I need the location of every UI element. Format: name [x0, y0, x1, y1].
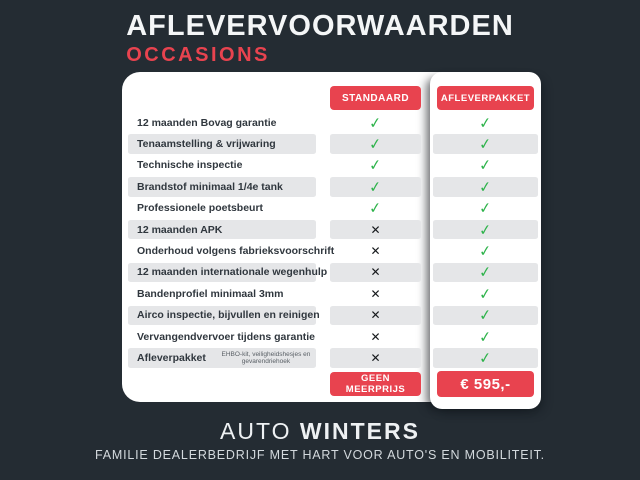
- dealer-brand: [0, 418, 640, 445]
- table-row: [330, 176, 421, 197]
- table-row-label: [128, 133, 316, 154]
- row-label: Brandstof minimaal 1/4e tank: [137, 180, 283, 193]
- cross-icon: ✕: [370, 265, 381, 280]
- check-icon: ✓: [478, 155, 493, 176]
- check-icon: ✓: [478, 262, 493, 283]
- brand-name-light: AUTO: [220, 418, 292, 444]
- check-icon: ✓: [478, 348, 493, 368]
- table-row-label: [128, 155, 316, 176]
- check-icon: ✓: [368, 198, 383, 218]
- check-icon: ✓: [368, 134, 383, 154]
- cross-icon: ✕: [370, 222, 381, 237]
- check-icon: ✓: [478, 284, 493, 304]
- cross-icon: ✕: [370, 329, 381, 344]
- cross-icon: ✕: [370, 244, 381, 259]
- check-icon: ✓: [368, 155, 383, 176]
- table-row-label: [128, 176, 316, 197]
- check-icon: ✓: [478, 113, 493, 133]
- standaard-price-button[interactable]: GEEN MEERPRIJS: [330, 372, 421, 396]
- table-row: [330, 347, 421, 368]
- check-icon: ✓: [368, 113, 383, 133]
- row-label: Technische inspectie: [137, 159, 243, 172]
- row-label: Vervangendvervoer tijdens garantie: [137, 330, 315, 343]
- table-row: [330, 283, 421, 304]
- table-row: [433, 133, 538, 154]
- row-label: 12 maanden Bovag garantie: [137, 116, 277, 129]
- table-row: [433, 240, 538, 261]
- table-row: [433, 305, 538, 326]
- brand-name-bold: WINTERS: [299, 418, 420, 444]
- table-row-label: [128, 347, 316, 368]
- table-row-label: [128, 198, 316, 219]
- table-row: [330, 155, 421, 176]
- standaard-marks-column: [330, 112, 421, 369]
- table-row: [330, 262, 421, 283]
- cross-icon: ✕: [370, 286, 381, 301]
- row-label: 12 maanden internationale wegenhulp: [137, 266, 328, 279]
- row-labels-column: [128, 112, 335, 369]
- table-row: [433, 219, 538, 240]
- table-row-label: [128, 240, 335, 261]
- table-row: [330, 112, 421, 133]
- row-label: Onderhoud volgens fabrieksvoorschrift: [137, 245, 335, 258]
- check-icon: ✓: [368, 177, 383, 197]
- cross-icon: ✕: [370, 350, 381, 365]
- table-row: [433, 347, 538, 368]
- table-row: [433, 176, 538, 197]
- row-label: Airco inspectie, bijvullen en reinigen: [137, 309, 320, 322]
- row-label: Afleverpakket: [137, 351, 206, 364]
- afleverpakket-marks-column: [433, 112, 538, 369]
- check-icon: ✓: [478, 177, 493, 197]
- table-row: [433, 155, 538, 176]
- row-note: EHBO-kit, veiligheidshesjes en gevarendriehoek: [221, 350, 311, 365]
- standaard-column-header-button[interactable]: STANDAARD: [330, 86, 421, 110]
- table-row: [433, 198, 538, 219]
- check-icon: ✓: [478, 134, 493, 154]
- row-label: Bandenprofiel minimaal 3mm: [137, 287, 284, 300]
- header: [0, 10, 640, 67]
- page-subtitle: OCCASIONS: [126, 44, 270, 66]
- check-icon: ✓: [478, 326, 493, 347]
- cross-icon: ✕: [370, 308, 381, 323]
- check-icon: ✓: [478, 305, 493, 325]
- afleverpakket-price-button[interactable]: € 595,-: [437, 371, 534, 397]
- afleverpakket-column-header-button[interactable]: AFLEVERPAKKET: [437, 86, 534, 110]
- table-row: [330, 198, 421, 219]
- check-icon: ✓: [478, 198, 493, 218]
- header-title-block: [126, 10, 514, 67]
- table-row-label: [128, 262, 328, 283]
- table-row: [433, 262, 538, 283]
- row-label: Tenaamstelling & vrijwaring: [137, 138, 276, 151]
- page-title: AFLEVERVOORWAARDEN: [126, 10, 514, 42]
- table-row: [330, 326, 421, 347]
- table-row-label: [128, 305, 320, 326]
- dealer-tagline: FAMILIE DEALERBEDRIJF MET HART VOOR AUTO'S EN MOBILITEIT.: [95, 448, 545, 462]
- table-row-label: [128, 326, 316, 347]
- table-row: [433, 112, 538, 133]
- table-row-label: [128, 112, 316, 133]
- table-row: [433, 326, 538, 347]
- table-row: [433, 283, 538, 304]
- table-row: [330, 219, 421, 240]
- table-row: [330, 240, 421, 261]
- table-row: [330, 305, 421, 326]
- check-icon: ✓: [478, 220, 493, 240]
- table-row-label: [128, 219, 316, 240]
- row-label: Professionele poetsbeurt: [137, 202, 264, 215]
- check-icon: ✓: [478, 241, 493, 261]
- table-row: [330, 133, 421, 154]
- row-label: 12 maanden APK: [137, 223, 223, 236]
- table-row-label: [128, 283, 316, 304]
